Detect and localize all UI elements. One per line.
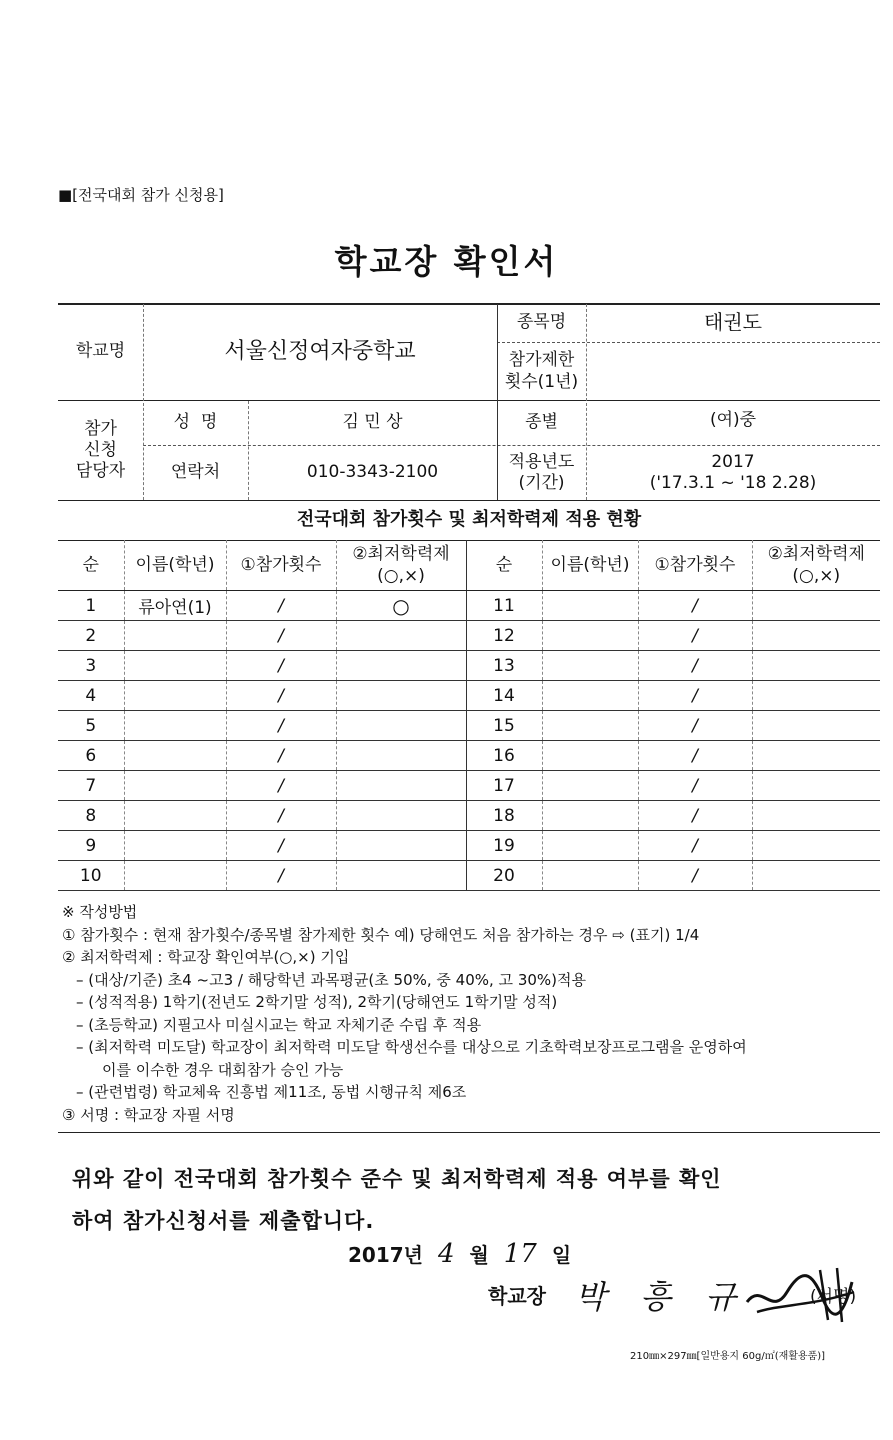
row-name <box>124 651 226 681</box>
note-line: ※ 작성방법 <box>62 903 138 921</box>
table-row <box>58 801 880 831</box>
row-name <box>124 831 226 861</box>
row-min <box>336 681 466 711</box>
row-no-right: 15 <box>466 711 542 741</box>
header-count-2: ①참가횟수 <box>638 540 752 591</box>
row-no-right: 13 <box>466 651 542 681</box>
row-name <box>124 621 226 651</box>
row-name-right <box>542 831 638 861</box>
row-min-right <box>752 651 880 681</box>
row-no: 10 <box>58 861 124 891</box>
table-row <box>58 681 880 711</box>
event-value: 태권도 <box>704 309 762 334</box>
row-no: 9 <box>58 831 124 861</box>
row-name: 류아연(1) <box>124 591 226 621</box>
contact-label: 연락처 <box>170 462 221 483</box>
row-no: 5 <box>58 711 124 741</box>
note-line: – (초등학교) 지필고사 미실시교는 학교 자체기준 수립 후 적용 <box>76 1015 482 1034</box>
table-row <box>58 621 880 651</box>
row-no-right: 20 <box>466 861 542 891</box>
row-min-right <box>752 591 880 621</box>
row-count-right: / <box>638 591 752 621</box>
table-row <box>58 591 880 621</box>
row-count: / <box>226 831 336 861</box>
table-header-row <box>58 540 880 591</box>
row-min <box>336 651 466 681</box>
row-name <box>124 711 226 741</box>
row-no-right: 16 <box>466 741 542 771</box>
row-count-right: / <box>638 711 752 741</box>
row-count-right: / <box>638 651 752 681</box>
row-count-right: / <box>638 741 752 771</box>
event-label: 종목명 <box>516 312 567 333</box>
row-name <box>124 681 226 711</box>
table-row <box>58 711 880 741</box>
page-title: 학교장 확인서 <box>334 242 559 281</box>
row-count-right: / <box>638 861 752 891</box>
instructions <box>62 901 892 1126</box>
row-no-right: 17 <box>466 771 542 801</box>
year-label: 적용년도 (기간) <box>508 451 575 493</box>
row-name-right <box>542 861 638 891</box>
row-no-right: 14 <box>466 681 542 711</box>
row-count-right: / <box>638 771 752 801</box>
limit-label: 참가제한 횟수(1년) <box>504 350 579 392</box>
sign-label: (서명) <box>810 1287 857 1307</box>
row-min <box>336 621 466 651</box>
row-count-right: / <box>638 681 752 711</box>
row-min <box>336 801 466 831</box>
row-name <box>124 741 226 771</box>
row-name <box>124 771 226 801</box>
signature-date: 2017년 4 월 17 일 <box>348 1239 572 1269</box>
header-name-2: 이름(학년) <box>542 540 638 591</box>
table-row <box>58 651 880 681</box>
manager-name: 김 민 상 <box>342 412 403 433</box>
row-count: / <box>226 711 336 741</box>
note-line: – (대상/기준) 초4 ~고3 / 해당학년 과목평균(초 50%, 중 40%, 고 30%)적용 <box>76 970 586 989</box>
note-line: ① 참가횟수 : 현재 참가횟수/종목별 참가제한 횟수 예) 당해연도 처음 참가하는 경우 ⇨ (표기) 1/4 <box>62 925 700 944</box>
note-line: ③ 서명 : 학교장 자필 서명 <box>62 1105 235 1124</box>
row-name-right <box>542 651 638 681</box>
limit-value <box>586 343 880 400</box>
header-min: ②최저학력제 (○,×) <box>336 540 466 591</box>
confirmation-statement: 위와 같이 전국대회 참가횟수 준수 및 최저학력제 적용 여부를 확인 하여 참가신청서를 제출합니다. <box>72 1167 722 1233</box>
row-no: 8 <box>58 801 124 831</box>
handwritten-day: 17 <box>503 1239 537 1269</box>
row-min-right <box>752 831 880 861</box>
row-count: / <box>226 861 336 891</box>
header-no: 순 <box>58 540 124 591</box>
row-no: 4 <box>58 681 124 711</box>
note-line: ② 최저학력제 : 학교장 확인여부(○,×) 기입 <box>62 948 350 966</box>
note-line: – (최저학력 미도달) 학교장이 최저학력 미도달 학생선수를 대상으로 기초학력보장프로그램을 운영하여 <box>76 1038 747 1056</box>
row-count: / <box>226 681 336 711</box>
year-value: 2017 ('17.3.1 ~ '18 2.28) <box>649 451 817 493</box>
row-count: / <box>226 741 336 771</box>
row-name-right <box>542 711 638 741</box>
principal-name: 박 흥 규 <box>575 1278 749 1316</box>
row-count: / <box>226 621 336 651</box>
row-min <box>336 711 466 741</box>
row-no: 7 <box>58 771 124 801</box>
notes-bottom-line <box>58 1132 880 1133</box>
manager-label: 참가 신청 담당자 <box>75 418 126 482</box>
row-min-right <box>752 621 880 651</box>
row-min-right <box>752 741 880 771</box>
row-min-right <box>752 861 880 891</box>
row-no: 3 <box>58 651 124 681</box>
table-row <box>58 771 880 801</box>
row-name-right <box>542 591 638 621</box>
row-min <box>336 861 466 891</box>
row-min <box>336 771 466 801</box>
row-name <box>124 801 226 831</box>
row-count: / <box>226 591 336 621</box>
row-min-right <box>752 711 880 741</box>
row-min: ○ <box>336 591 466 621</box>
school-name: 서울신정여자중학교 <box>224 339 416 365</box>
header-count: ①참가횟수 <box>226 540 336 591</box>
row-name-right <box>542 801 638 831</box>
row-min-right <box>752 681 880 711</box>
row-count-right: / <box>638 621 752 651</box>
row-min <box>336 831 466 861</box>
row-name-right <box>542 771 638 801</box>
table-row <box>58 831 880 861</box>
table-row <box>58 861 880 891</box>
category-value: (여)중 <box>709 410 757 431</box>
row-count-right: / <box>638 831 752 861</box>
participation-table <box>58 540 880 891</box>
contact-value: 010-3343-2100 <box>306 462 439 483</box>
row-name-right <box>542 621 638 651</box>
note-line: – (성적적용) 1학기(전년도 2학기말 성적), 2학기(당해연도 1학기말 성적) <box>76 993 558 1011</box>
row-no: 1 <box>58 591 124 621</box>
row-no-right: 19 <box>466 831 542 861</box>
row-min-right <box>752 801 880 831</box>
row-no-right: 18 <box>466 801 542 831</box>
note-line: – (관련법령) 학교체육 진흥법 제11조, 동법 시행규칙 제6조 <box>76 1083 467 1101</box>
principal-label: 학교장 <box>488 1284 546 1308</box>
row-min-right <box>752 771 880 801</box>
handwritten-month: 4 <box>437 1239 455 1269</box>
row-no-right: 12 <box>466 621 542 651</box>
row-name-right <box>542 681 638 711</box>
row-count: / <box>226 771 336 801</box>
form-tag: ■[전국대회 참가 신청용] <box>58 186 224 204</box>
row-name <box>124 861 226 891</box>
school-label: 학교명 <box>75 341 126 362</box>
header-name: 이름(학년) <box>124 540 226 591</box>
row-no: 6 <box>58 741 124 771</box>
row-count-right: / <box>638 801 752 831</box>
row-min <box>336 741 466 771</box>
row-count: / <box>226 801 336 831</box>
name-label: 성 명 <box>173 412 218 433</box>
row-no: 2 <box>58 621 124 651</box>
paper-spec: 210㎜×297㎜[일반용지 60g/㎡(재활용품)] <box>630 1351 826 1362</box>
category-label: 종별 <box>525 412 558 433</box>
row-no-right: 11 <box>466 591 542 621</box>
note-line: 이를 이수한 경우 대회참가 승인 가능 <box>102 1060 344 1079</box>
header-no-2: 순 <box>466 540 542 591</box>
row-count: / <box>226 651 336 681</box>
table-caption: 전국대회 참가횟수 및 최저학력제 적용 현황 <box>296 509 642 531</box>
row-name-right <box>542 741 638 771</box>
table-row <box>58 741 880 771</box>
header-min-2: ②최저학력제 (○,×) <box>752 540 880 591</box>
